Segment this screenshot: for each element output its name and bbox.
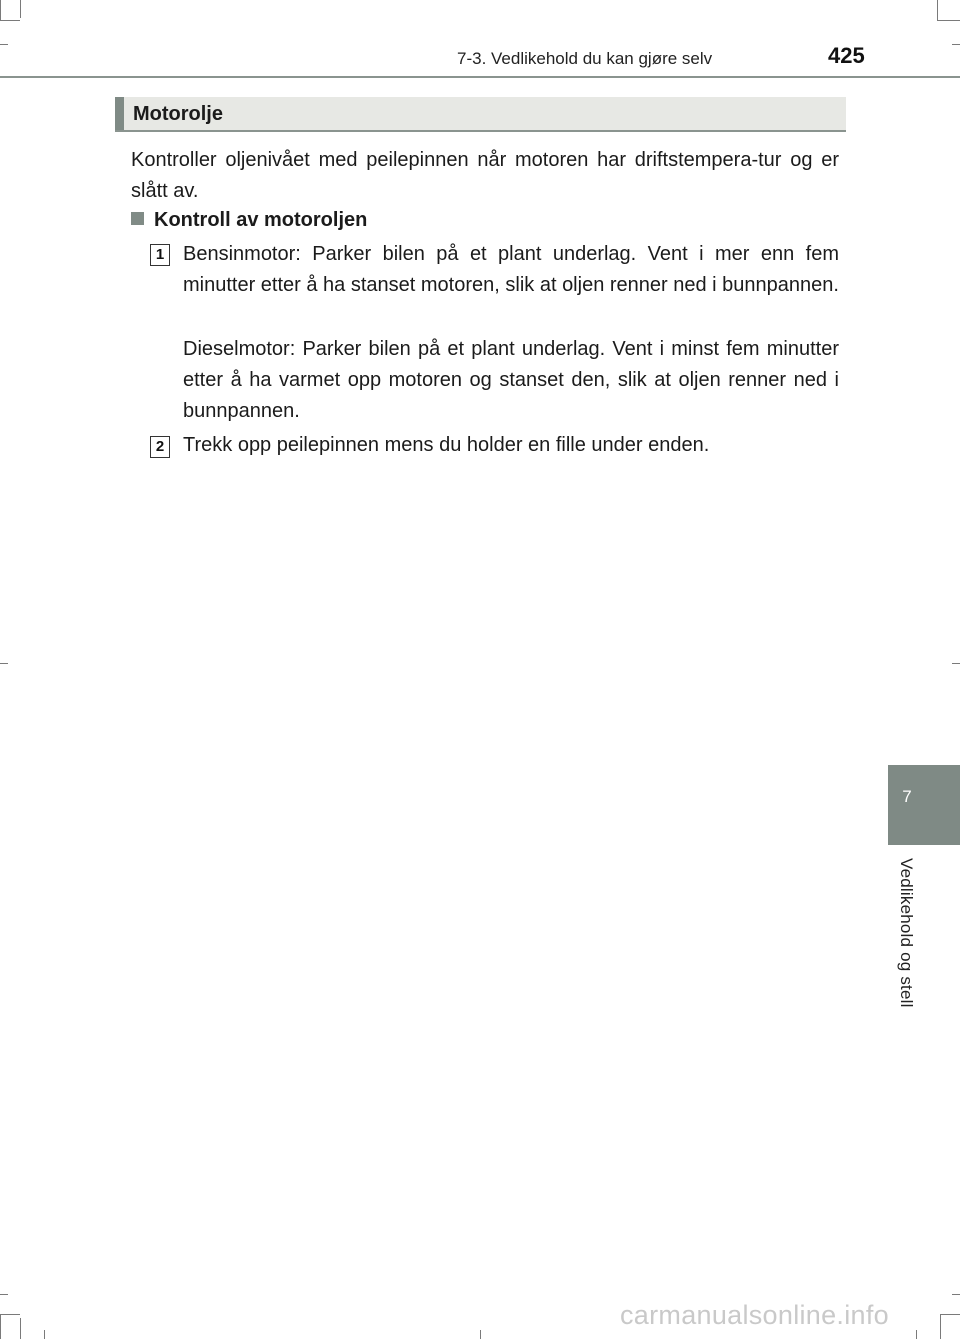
crop-mark — [940, 1314, 941, 1339]
crop-mark — [0, 1314, 1, 1339]
crop-mark — [44, 1330, 45, 1339]
crop-mark — [916, 1330, 917, 1339]
section-reference: 7-3. Vedlikehold du kan gjøre selv — [457, 49, 713, 68]
crop-mark — [937, 20, 960, 21]
header-rule — [0, 76, 960, 78]
crop-mark — [940, 1314, 960, 1315]
subsection-heading — [131, 206, 367, 234]
step-1-paragraph-petrol: Bensinmotor: Parker bilen på et plant underlag. Vent i mer enn fem minutter etter å ha stanset motoren, slik at oljen renner ned i bunnpannen. — [183, 243, 839, 296]
crop-mark — [0, 44, 8, 45]
crop-mark — [0, 663, 8, 664]
watermark: carmanualsonline.info — [620, 1300, 889, 1330]
square-bullet-icon — [131, 212, 144, 225]
crop-mark — [952, 44, 960, 45]
section-heading — [115, 97, 846, 132]
intro-paragraph: Kontroller oljenivået med peilepinnen når motoren har driftstempera-tur og er slått av. — [131, 149, 839, 202]
step-number-badge: 2 — [150, 436, 170, 458]
chapter-title: Vedlikehold og stell — [897, 858, 916, 1008]
step-2-paragraph: Trekk opp peilepinnen mens du holder en fille under enden. — [183, 434, 710, 456]
crop-mark — [480, 1330, 481, 1339]
heading-accent-bar — [115, 97, 124, 130]
crop-mark — [0, 20, 20, 21]
section-title: Motorolje — [133, 103, 223, 125]
step-number-badge: 1 — [150, 244, 170, 266]
crop-mark — [0, 1294, 8, 1295]
crop-mark — [952, 1294, 960, 1295]
page-number: 425 — [828, 43, 865, 68]
chapter-number: 7 — [902, 787, 912, 806]
subsection-title: Kontroll av motoroljen — [154, 209, 368, 231]
crop-mark — [0, 0, 1, 20]
crop-mark — [0, 1314, 20, 1315]
crop-mark — [952, 663, 960, 664]
step-1-paragraph-diesel: Dieselmotor: Parker bilen på et plant underlag. Vent i minst fem minutter etter å ha varmet opp motoren og stanset den, slik at oljen renner ned i bunnpannen. — [183, 338, 839, 422]
crop-mark — [20, 1318, 21, 1339]
chapter-tab — [888, 765, 960, 845]
crop-mark — [937, 0, 938, 20]
crop-mark — [20, 0, 21, 18]
